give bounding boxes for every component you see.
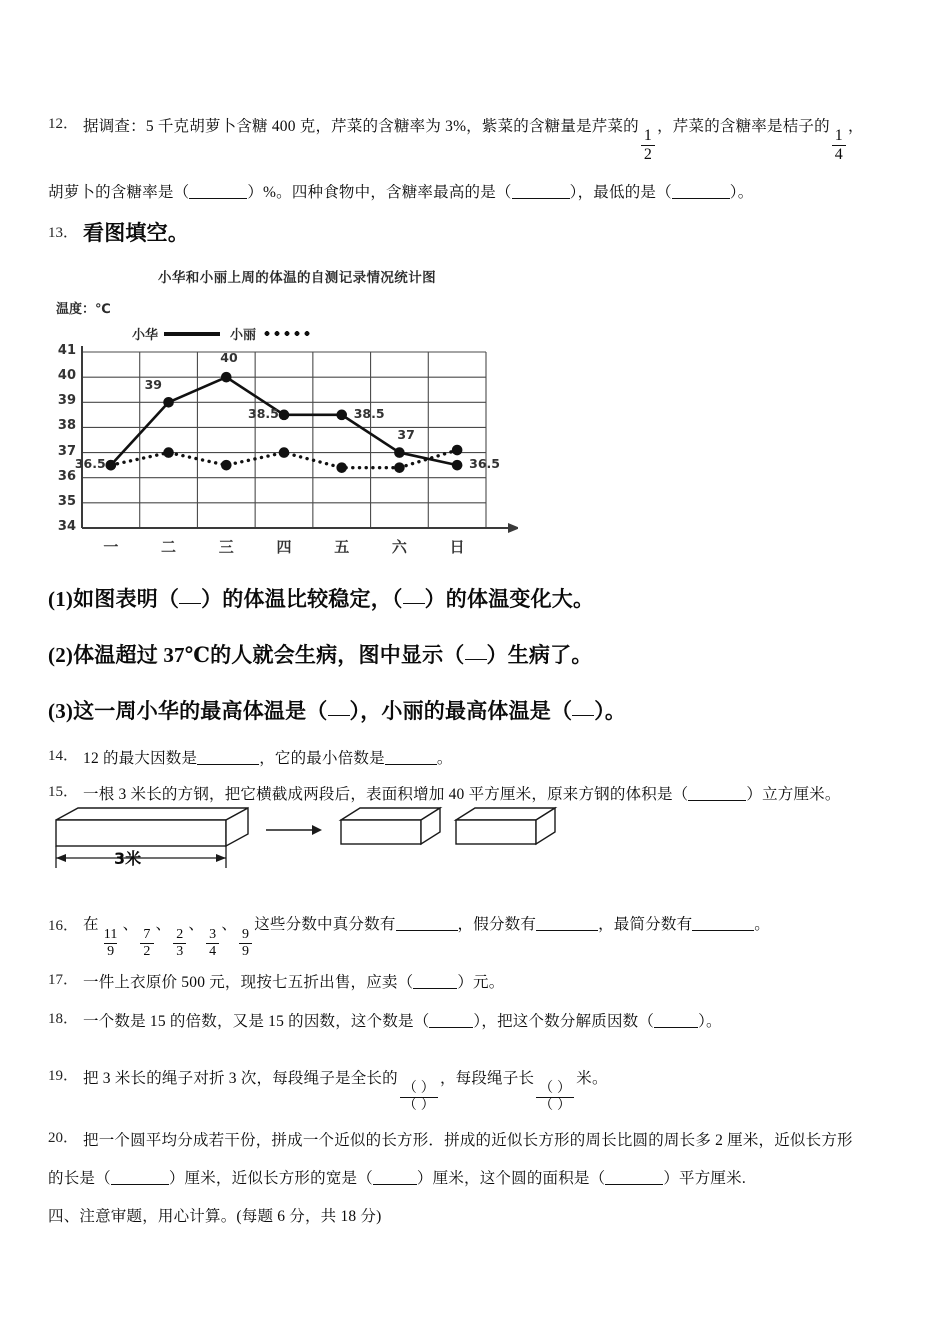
data-point-小华-二 (163, 397, 174, 408)
question-13-text: 看图填空。 (83, 221, 190, 245)
answer-fraction-19a[interactable]: $\frac{( )}{( )}$ (400, 1082, 438, 1113)
fraction-denominator: 9 (104, 943, 117, 959)
question-16-c: ，假分数有 (457, 916, 537, 933)
question-14-b: ，它的最小倍数是 (259, 750, 385, 767)
answer-blank-13-1b[interactable] (403, 603, 425, 604)
steel-bar-diagram (48, 802, 568, 872)
fraction-9-over-9 (239, 928, 252, 959)
answer-blank-13-3b[interactable] (572, 715, 594, 716)
temperature-line-chart (48, 262, 518, 562)
question-13-2 (48, 638, 593, 672)
question-12-number: 12． (48, 116, 79, 132)
question-16-fraction-list (99, 916, 255, 959)
question-19-b: ，每段绳子长 (439, 1070, 535, 1087)
question-17 (48, 968, 504, 998)
legend-label-xiaoli: 小丽 (230, 328, 257, 343)
question-16-d: ，最简分数有 (598, 916, 693, 933)
data-point-小丽-二 (163, 447, 174, 458)
question-20-b: 的长是（ (48, 1170, 111, 1187)
cut-piece-2 (456, 808, 555, 844)
answer-blank-14b[interactable] (385, 764, 437, 765)
y-axis-tick-41: 41 (57, 343, 76, 358)
data-point-小丽-三 (221, 460, 232, 471)
question-15-b: ）立方厘米。 (746, 786, 841, 803)
y-axis-tick-35: 35 (57, 493, 76, 509)
data-label-小华-一: 36.5 (74, 456, 106, 472)
answer-blank-20a[interactable] (111, 1184, 169, 1185)
original-bar (56, 808, 248, 846)
question-20-c: ）厘米，近似长方形的宽是（ (168, 1170, 373, 1187)
question-17-number: 17． (48, 972, 79, 988)
x-axis-tick-四: 四 (276, 538, 292, 556)
question-19-a: 把 3 米长的绳子对折 3 次，每段绳子是全长的 (83, 1070, 398, 1087)
answer-blank-20c[interactable] (605, 1184, 663, 1185)
legend-label-xiaohua: 小华 (132, 328, 159, 343)
fraction-11-over-9 (101, 928, 121, 959)
question-15-a: 一根 3 米长的方钢，把它横截成两段后，表面积增加 40 平方厘米，原来方钢的体积是（ (83, 786, 689, 803)
legend-entry-xiaohua (132, 324, 220, 343)
fraction-separator: 、 (155, 916, 172, 933)
y-axis-tick-36: 36 (57, 468, 76, 484)
fraction-separator: 、 (188, 916, 205, 933)
question-13-3-c: ）。 (594, 699, 627, 723)
question-17-b: ）元。 (457, 974, 505, 991)
x-axis-tick-三: 三 (218, 538, 234, 556)
question-16-b: 这些分数中真分数有 (254, 916, 396, 933)
chart-gridlines (82, 352, 486, 528)
chart-title: 小华和小丽上周的体温的自测记录情况统计图 (158, 270, 436, 286)
question-17-a: 一件上衣原价 500 元，现按七五折出售，应卖（ (83, 974, 414, 991)
data-point-小丽-日 (452, 445, 463, 456)
question-20-d: ）厘米，这个圆的面积是（ (416, 1170, 606, 1187)
data-point-小华-五 (336, 410, 347, 421)
question-13-2-label: (2) (48, 643, 74, 667)
x-axis-tick-二: 二 (161, 538, 177, 556)
answer-blank-16a[interactable] (396, 930, 458, 931)
question-16-a: 在 (83, 916, 99, 933)
question-13-1 (48, 582, 594, 616)
legend-solid-line-icon (164, 332, 220, 336)
question-13-1-a: 如图表明（ (73, 587, 180, 611)
question-14-a: 12 的最大因数是 (83, 750, 198, 767)
question-12-part1: 据调查：5 千克胡萝卜含糖 400 克，芹菜的含糖率为 3%，紫菜的含糖量是芹菜的 (83, 118, 639, 135)
x-axis-tick-日: 日 (449, 538, 465, 556)
question-16 (48, 910, 938, 959)
fraction-denominator: 2 (140, 943, 153, 959)
answer-blank-16b[interactable] (536, 930, 598, 931)
data-point-小丽-六 (394, 462, 405, 473)
data-label-小华-五: 38.5 (353, 405, 385, 421)
answer-blank-15a[interactable] (688, 800, 746, 801)
question-13-3-b: ），小丽的最高体温是（ (349, 699, 573, 723)
question-13-2-b: ）生病了。 (486, 643, 593, 667)
question-12-part4: 胡萝卜的含糖率是（ (48, 184, 190, 201)
question-12-part6: ），最低的是（ (569, 184, 672, 201)
data-point-小丽-五 (336, 462, 347, 473)
data-label-小华-四: 38.5 (248, 405, 279, 421)
question-12-part2: ，芹菜的含糖率是桔子的 (657, 118, 830, 135)
fraction-denominator: 3 (173, 943, 186, 959)
fraction-separator: 、 (122, 916, 139, 933)
x-axis-tick-一: 一 (103, 538, 119, 556)
question-20 (48, 1126, 938, 1156)
data-label-小华-二: 39 (144, 377, 162, 393)
question-18 (48, 1007, 722, 1037)
y-axis-tick-37: 37 (57, 443, 76, 459)
question-13-2-a: 体温超过 37℃的人就会生病，图中显示（ (73, 643, 465, 667)
x-axis-tick-六: 六 (391, 538, 407, 556)
data-point-小华-六 (394, 447, 405, 458)
fraction-denominator: 4 (206, 943, 219, 959)
question-13-1-b: ）的体温比较稳定，（ (201, 587, 403, 611)
answer-blank-12c[interactable] (672, 198, 730, 199)
question-16-e: 。 (754, 916, 770, 933)
question-12-part7: ）。 (729, 184, 754, 201)
fraction-separator: 、 (221, 916, 238, 933)
chart-y-axis-label: 温度：℃ (56, 302, 111, 317)
question-14-c: 。 (436, 750, 453, 767)
section-4-text: 四、注意审题，用心计算。(每题 6 分，共 18 分) (48, 1208, 382, 1225)
question-13-3-a: 这一周小华的最高体温是（ (73, 699, 328, 723)
answer-blank-14a[interactable] (197, 764, 259, 765)
fraction-one-half: $\frac{1}{2}$ (641, 128, 655, 163)
fraction-numerator: 2 (176, 927, 184, 942)
question-12-part3: ， (848, 118, 864, 135)
bar-length-label: 3米 (114, 849, 142, 868)
fraction-numerator: 9 (242, 927, 250, 942)
data-point-小华-日 (452, 460, 463, 471)
data-label-小华-三: 40 (220, 350, 238, 366)
question-19-c: 米。 (576, 1070, 608, 1087)
question-12-text (83, 112, 918, 163)
question-12-part5: ）%。四种食物中，含糖率最高的是（ (247, 184, 512, 201)
data-label-小华-日: 36.5 (469, 456, 500, 472)
chart-legend (132, 324, 314, 343)
question-18-c: ）。 (698, 1013, 722, 1030)
answer-blank-13-2a[interactable] (465, 659, 487, 660)
question-18-b: ），把这个数分解质因数（ (473, 1013, 655, 1030)
chart-svg (48, 346, 518, 558)
legend-dotted-line-icon (262, 331, 314, 336)
question-13 (48, 216, 189, 250)
question-13-3-label: (3) (48, 699, 74, 723)
question-12 (48, 112, 928, 163)
answer-blank-12b[interactable] (512, 198, 570, 199)
fraction-denominator: 9 (239, 943, 252, 959)
answer-blank-13-3a[interactable] (328, 715, 350, 716)
answer-blank-16c[interactable] (692, 930, 754, 931)
answer-blank-12a[interactable] (189, 198, 247, 199)
question-18-number: 18． (48, 1011, 79, 1027)
cut-piece-1 (341, 808, 440, 844)
y-axis-tick-34: 34 (57, 519, 76, 534)
y-axis-tick-39: 39 (57, 393, 76, 409)
answer-blank-17a[interactable] (413, 988, 457, 989)
data-label-小华-六: 37 (397, 426, 415, 442)
question-19-number: 19． (48, 1068, 79, 1084)
question-14-number: 14． (48, 748, 79, 764)
fraction-one-quarter: $\frac{1}{4}$ (832, 128, 846, 163)
fraction-numerator: 7 (143, 927, 151, 942)
fraction-3-over-4 (206, 928, 219, 959)
legend-entry-xiaoli (230, 324, 314, 343)
section-4-heading (48, 1202, 381, 1232)
answer-blank-18b[interactable] (654, 1027, 698, 1028)
question-20-a: 把一个圆平均分成若干份，拼成一个近似的长方形．拼成的近似长方形的周长比圆的周长多 2 厘米，近似长方形 (83, 1132, 853, 1149)
x-axis-arrow-icon (508, 523, 518, 533)
question-20-e: ）平方厘米. (663, 1170, 746, 1187)
answer-blank-13-1a[interactable] (179, 603, 201, 604)
chart-axes (82, 346, 512, 528)
chart-plot-area (48, 343, 518, 558)
question-20-line2 (48, 1164, 746, 1194)
y-axis-tick-38: 38 (57, 418, 76, 434)
y-axis-tick-40: 40 (57, 368, 76, 384)
data-point-小丽-一 (106, 460, 117, 471)
data-point-小华-四 (279, 410, 290, 421)
fraction-2-over-3 (173, 928, 186, 959)
question-14 (48, 744, 453, 774)
answer-blank-18a[interactable] (429, 1027, 473, 1028)
question-13-1-label: (1) (48, 587, 74, 611)
answer-fraction-19b[interactable]: $\frac{( )}{( )}$ (536, 1082, 574, 1113)
fraction-numerator: 3 (209, 927, 217, 942)
question-20-number: 20． (48, 1130, 79, 1146)
question-16-number: 16． (48, 918, 79, 934)
fraction-7-over-2 (140, 928, 153, 959)
data-point-小丽-四 (279, 447, 290, 458)
question-18-a: 一个数是 15 的倍数，又是 15 的因数，这个数是（ (83, 1013, 430, 1030)
question-19 (48, 1064, 608, 1113)
question-15-number: 15． (48, 784, 79, 800)
question-13-number: 13． (48, 225, 79, 241)
fraction-numerator: 11 (103, 927, 118, 942)
question-12-line2 (48, 178, 928, 208)
x-axis-tick-五: 五 (334, 538, 350, 556)
question-13-3 (48, 694, 626, 728)
data-point-小华-三 (221, 372, 232, 383)
answer-blank-20b[interactable] (373, 1184, 417, 1185)
question-13-1-c: ）的体温变化大。 (424, 587, 595, 611)
transform-arrow-icon (266, 825, 322, 835)
